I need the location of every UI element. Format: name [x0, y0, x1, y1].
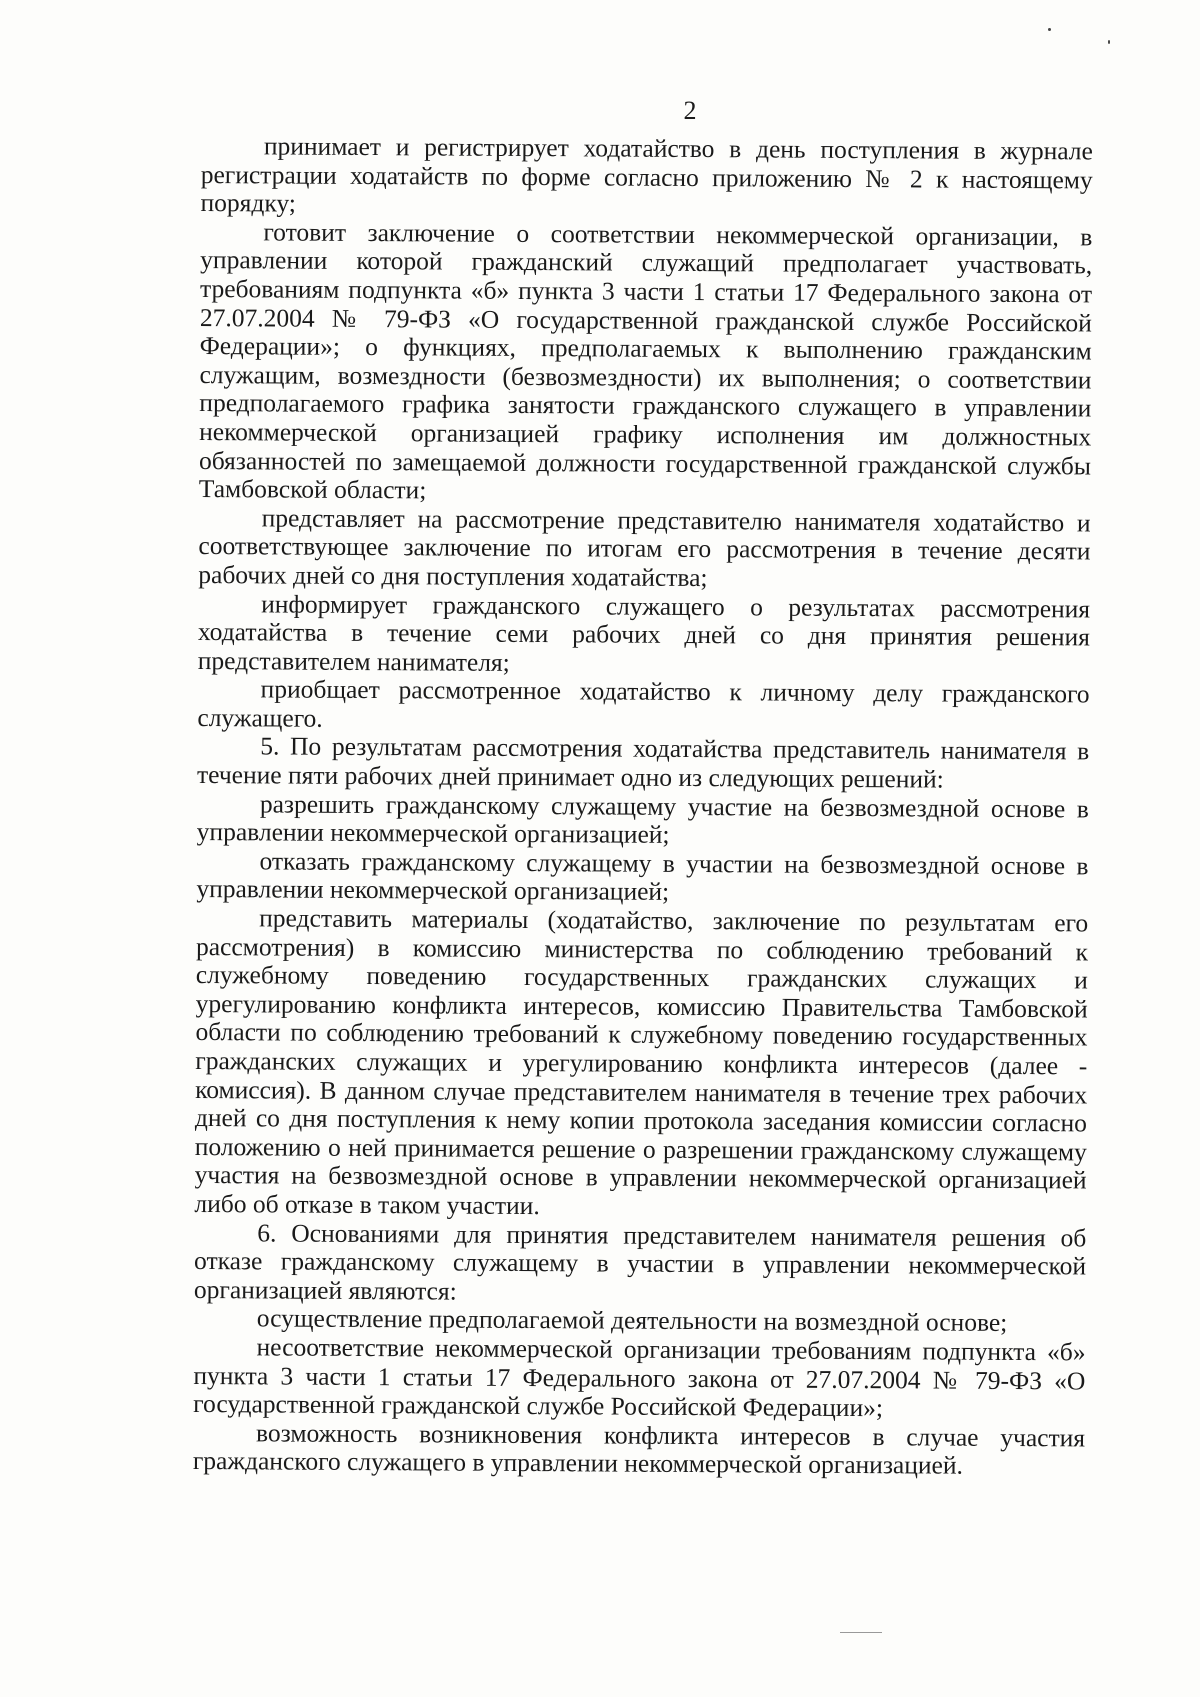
paragraph: отказать гражданскому служащему в участии на безвозмездной основе в управлении некоммерческой организацией; [196, 846, 1089, 907]
page-number: 2 [683, 96, 697, 125]
paragraph: 5. По результатам рассмотрения ходатайства представитель нанимателя в течение пяти рабочих дней принимает одно из следующих решений: [196, 731, 1090, 794]
scan-speck [1048, 28, 1051, 31]
paragraph: представить материалы (ходатайство, заключение по результатам его рассмотрения) в комиссию министерства по соблюдению требований к служебному поведению государственных гражданских служащих и урегулированию конфликта интересов, комиссию Правительства Тамбовской области по соблюдению требований к служебному поведению государственных гражданских служащих и урегулированию конфликта интересов (далее - комиссия). В данном случае представителем нанимателя в течение трех рабочих дней со дня поступления к нему копии протокола заседания комиссии согласно положению о ней принимается решение о разрешении гражданскому служащему участия на безвозмездной основе в управлении некоммерческой организацией либо об отказе в таком участии. [194, 903, 1089, 1221]
paragraph: принимает и регистрирует ходатайство в день поступления в журнале регистрации ходатайств по форме согласно приложению № 2 к настоящему порядку; [200, 131, 1093, 218]
paragraph: информирует гражданского служащего о результатах рассмотрения ходатайства в течение семи рабочих дней со дня принятия решения представителем нанимателя; [197, 588, 1091, 677]
paragraph: приобщает рассмотренное ходатайство к личному делу гражданского служащего. [197, 674, 1090, 733]
scan-mark [840, 1632, 882, 1633]
paragraph: возможность возникновения конфликта интересов в случае участия гражданского служащего в управлении некоммерческой организацией. [192, 1418, 1086, 1480]
document-body [193, 132, 1093, 1481]
paragraph: разрешить гражданскому служащему участие на безвозмездной основе в управлении некоммерческой организацией; [196, 789, 1089, 850]
paragraph: представляет на рассмотрение представителю нанимателя ходатайство и соответствующее заключение по итогам его рассмотрения в течение десяти рабочих дней со дня поступления ходатайства; [198, 503, 1091, 593]
scan-speck [1108, 40, 1110, 44]
paragraph: несоответствие некоммерческой организации требованиям подпункта «б» пункта 3 части 1 статьи 17 Федерального закона от 27.07.2004 № 79-ФЗ «О государственной гражданской службе Российской Федерации»; [193, 1332, 1086, 1423]
paragraph: осуществление предполагаемой деятельности на возмездной основе; [256, 1303, 1008, 1338]
paragraph: готовит заключение о соответствии некоммерческой организации, в управлении которой гражданский служащий предполагает участвовать, требованиям подпункта «б» пункта 3 части 1 статьи 17 Федерального закона от 27.07.2004 № 79-ФЗ «О государственной гражданской службе Российской Федерации»; о функциях, предполагаемых к выполнению гражданским служащим, возмездности (безвозмездности) их выполнения; о соответствии предполагаемого графика занятости гражданского служащего в управлении некоммерческой организацией графику исполнения им должностных обязанностей по замещаемой должности государственной гражданской службы Тамбовской области; [198, 217, 1093, 505]
paragraph: 6. Основаниями для принятия представителем нанимателя решения об отказе гражданскому служащему в участии в управлении некоммерческой организацией являются: [193, 1217, 1087, 1306]
